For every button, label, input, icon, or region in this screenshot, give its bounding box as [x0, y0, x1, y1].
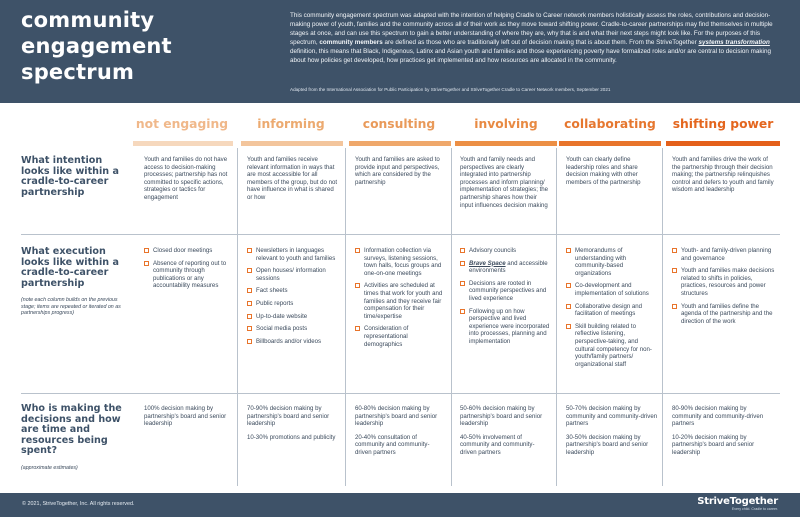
- list-item: Collaborative design and facilitation of meetings: [566, 303, 658, 318]
- list-item: Youth and families make decisions related to shifts in policies, practices, resources and power structures: [672, 267, 776, 297]
- header-banner: [0, 0, 800, 103]
- brave-space-link[interactable]: Brave Space: [469, 259, 506, 267]
- intention-cell-shifting-power: Youth and families drive the work of the partnership through their decision making; the partnership relinquishes control and defers to youth and family wisdom and leadership: [672, 156, 774, 194]
- page-title: [21, 7, 261, 85]
- list-item: Absence of reporting out to community through publications or any accountability measures: [144, 260, 232, 290]
- decisions-cell-involving: 50-60% decision making by partnership's board and senior leadership 40-50% involvement of community and community-driven partners: [460, 405, 543, 456]
- checkbox-icon: [460, 281, 465, 286]
- adapted-credit: Adapted from the International Association for Public Participation by StriveTogether and StriveTogether Cradle to Career Network members, September 2021: [290, 87, 611, 92]
- decisions-cell-consulting: 60-80% decision making by partnership's board and senior leadership 20-40% consultation of community and community-driven partners: [355, 405, 438, 456]
- list-item: Billboards and/or videos: [247, 338, 339, 346]
- row-note-execution: (note each column builds on the previous stage; items are repeated or iterated on as partnerships progress): [21, 297, 121, 317]
- color-bar-collaborating: [559, 141, 661, 146]
- checkbox-icon: [355, 283, 360, 288]
- list-item: Newsletters in languages relevant to youth and families: [247, 247, 339, 262]
- checkbox-icon: [460, 248, 465, 253]
- column-header-informing: informing: [257, 117, 325, 131]
- checkbox-icon: [144, 248, 149, 253]
- color-bar-shifting-power: [666, 141, 780, 146]
- row-label-execution: What execution looks like within a cradle-to-career partnership: [21, 246, 119, 289]
- checkbox-icon: [144, 261, 149, 266]
- intention-cell-involving: Youth and family needs and perspectives are clearly integrated into partnership processes and inform planning/ implementation of strategies; the partnership shares how their input influences decision making: [460, 156, 549, 209]
- intro-bold-term: community members: [319, 39, 383, 47]
- checkbox-icon: [247, 248, 252, 253]
- checkbox-icon: [247, 301, 252, 306]
- checkbox-icon: [672, 304, 677, 309]
- column-divider: [451, 148, 452, 486]
- systems-transformation-link[interactable]: systems transformation: [698, 39, 770, 47]
- color-bar-involving: [455, 141, 557, 146]
- list-item: Advisory councils: [460, 247, 551, 255]
- checkbox-icon: [460, 261, 465, 266]
- checkbox-icon: [355, 248, 360, 253]
- row-label-decisions: Who is making the decisions and how are time and resources being spent?: [21, 403, 122, 457]
- strivetogether-logo: [697, 496, 778, 511]
- footer-bar: [0, 493, 800, 517]
- intention-cell-collaborating: Youth can clearly define leadership roles and share decision making with other members of the partnership: [566, 156, 641, 186]
- intention-cell-not-engaging: Youth and families do not have access to decision-making processes; partnership has not committed to specific actions, strategies or tactics for engagement: [144, 156, 228, 201]
- checkbox-icon: [566, 283, 571, 288]
- list-item: Activities are scheduled at times that work for youth and families and they receive fair compensation for their time/expertise: [355, 282, 445, 320]
- list-item: Public reports: [247, 300, 339, 308]
- list-item: Open houses/ information sessions: [247, 267, 339, 282]
- list-item: Consideration of representational demographics: [355, 325, 445, 348]
- checkbox-icon: [247, 339, 252, 344]
- checkbox-icon: [672, 268, 677, 273]
- logo-wordmark: StriveTogether: [697, 496, 778, 507]
- column-divider: [556, 148, 557, 486]
- column-divider: [237, 148, 238, 486]
- intention-cell-informing: Youth and families receive relevant information in ways that are most accessible for all members of the group, but do not have influence in what is shared or how: [247, 156, 338, 201]
- execution-cell-involving: [460, 247, 551, 351]
- list-item: Closed door meetings: [144, 247, 232, 255]
- list-item: Youth- and family-driven planning and governance: [672, 247, 776, 262]
- row-divider: [21, 234, 780, 235]
- list-item: Youth and families define the agenda of the partnership and the direction of the work: [672, 303, 776, 326]
- row-note-decisions: (approximate estimates): [21, 465, 78, 471]
- execution-cell-not-engaging: [144, 247, 232, 295]
- checkbox-icon: [247, 288, 252, 293]
- title-line-3: spectrum: [21, 60, 135, 84]
- list-item: Decisions are rooted in community perspectives and lived experience: [460, 280, 551, 303]
- row-divider: [21, 393, 780, 394]
- checkbox-icon: [247, 314, 252, 319]
- list-item: Co-development and implementation of solutions: [566, 282, 658, 297]
- column-header-collaborating: collaborating: [564, 117, 656, 131]
- column-header-not-engaging: not engaging: [135, 117, 229, 131]
- color-bar-informing: [241, 141, 343, 146]
- title-line-2: engagement: [21, 34, 172, 58]
- list-item: Skill building related to reflective listening, perspective-taking, and cultural competency for non-youth/family partners/ organizational staff: [566, 323, 658, 369]
- list-item: Following up on how perspective and lived experience were incorporated into processes, planning and implementation: [460, 308, 551, 346]
- decisions-cell-informing: 70-90% decision making by partnership's board and senior leadership 10-30% promotions and publicity: [247, 405, 336, 441]
- title-line-1: community: [21, 8, 155, 32]
- list-item: Memorandums of understanding with community-based organizations: [566, 247, 658, 277]
- checkbox-icon: [355, 326, 360, 331]
- list-item: Information collection via surveys, listening sessions, town halls, focus groups and one-on-one meetings: [355, 247, 445, 277]
- execution-cell-informing: [247, 247, 339, 350]
- list-item: Fact sheets: [247, 287, 339, 295]
- list-item: Social media posts: [247, 325, 339, 333]
- checkbox-icon: [247, 326, 252, 331]
- decisions-cell-collaborating: 50-70% decision making by community and community-driven partners 30-50% decision making by partnership's board and senior leadership: [566, 405, 658, 456]
- column-divider: [662, 148, 663, 486]
- copyright-text: © 2021, StriveTogether, Inc. All rights reserved.: [22, 501, 135, 507]
- checkbox-icon: [460, 309, 465, 314]
- checkbox-icon: [672, 248, 677, 253]
- list-item: Up-to-date website: [247, 313, 339, 321]
- logo-tagline: Every child. Cradle to career.: [731, 507, 778, 511]
- color-bar-not-engaging: [133, 141, 233, 146]
- column-divider: [345, 148, 346, 486]
- column-header-shifting-power: shifting power: [672, 117, 774, 131]
- checkbox-icon: [566, 304, 571, 309]
- list-item: Brave Space and accessible environments: [460, 260, 551, 275]
- execution-cell-shifting-power: [672, 247, 776, 330]
- intro-paragraph: This community engagement spectrum was adapted with the intention of helping Cradle to Career network members holistically assess the roles, contributions and decision-making power of youth, families and the community across all of their work as they move toward shifting power. Cradle-to-career partnerships may find themselves in multiple stages at once, and can use this spectrum to gain a better understanding of where they are, why that is and what their next steps might look like. For the purposes of this spectrum, community members are defined as those who are traditionally left out of decision making that is about them. From the StriveTogether systems transformation definition, this means that Black, Indigenous, Latinx and Asian youth and families and those experiencing poverty have formalized roles and/or are central to decision making about how policies get developed, how practices get implemented and how resources are allocated in the community.: [290, 12, 773, 65]
- decisions-cell-not-engaging: 100% decision making by partnership's board and senior leadership: [144, 405, 227, 428]
- execution-cell-collaborating: [566, 247, 658, 373]
- checkbox-icon: [566, 248, 571, 253]
- color-bar-consulting: [349, 141, 451, 146]
- decisions-cell-shifting-power: 80-90% decision making by community and community-driven partners 10-20% decision making by partnership's board and senior leadership: [672, 405, 764, 456]
- column-header-involving: involving: [474, 117, 538, 131]
- checkbox-icon: [566, 324, 571, 329]
- execution-cell-consulting: [355, 247, 445, 353]
- column-header-consulting: consulting: [362, 117, 436, 131]
- intention-cell-consulting: Youth and families are asked to provide input and perspectives, which are considered by the partnership: [355, 156, 440, 186]
- row-label-intention: What intention looks like within a cradle-to-career partnership: [21, 155, 119, 198]
- checkbox-icon: [247, 268, 252, 273]
